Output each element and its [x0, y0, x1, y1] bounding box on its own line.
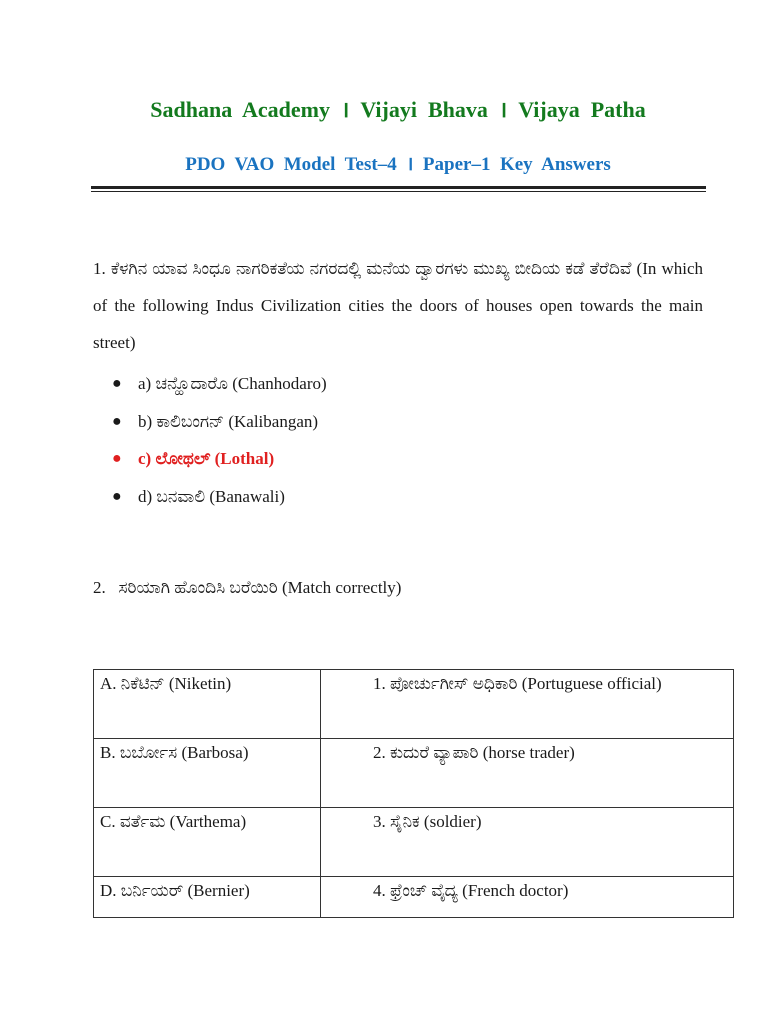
option-label: b) ಕಾಲಿಬಂಗನ್ (Kalibangan) — [138, 411, 319, 431]
option-d — [110, 483, 327, 521]
question-1-text: 1. ಕೆಳಗಿನ ಯಾವ ಸಿಂಧೂ ನಾಗರಿಕತೆಯ ನಗರದಲ್ಲಿ ಮನೆಯ ದ್ವಾರಗಳು ಮುಖ್ಯ ಬೀದಿಯ ಕಡೆ ತೆರೆದಿವೆ (In which of the following Indus Civilization cities the doors of houses open towards the main street) — [93, 259, 703, 352]
table-cell-left: D. ಬರ್ನಿಯರ್ (Bernier) — [94, 877, 321, 918]
table-cell-right: 3. ಸೈನಿಕ (soldier) — [321, 808, 734, 877]
table-row — [94, 670, 734, 739]
header-divider-thick — [91, 186, 706, 189]
bullet-icon: ● — [112, 375, 122, 392]
table-cell-left: B. ಬರ್ಬೋಸ (Barbosa) — [94, 739, 321, 808]
table-row — [94, 877, 734, 918]
question-2-text: 2. ಸರಿಯಾಗಿ ಹೊಂದಿಸಿ ಬರೆಯಿರಿ (Match correctly) — [93, 578, 402, 597]
option-label: d) ಬನವಾಲಿ (Banawali) — [138, 486, 285, 506]
document-subtitle: PDO VAO Model Test–4 । Paper–1 Key Answers — [185, 154, 611, 175]
table-cell-right: 2. ಕುದುರೆ ವ್ಯಾಪಾರಿ (horse trader) — [321, 739, 734, 808]
header-divider-thin — [91, 191, 706, 192]
table-cell-right: 1. ಪೋರ್ಚುಗೀಸ್ ಅಧಿಕಾರಿ (Portuguese official) — [321, 670, 734, 739]
table-row — [94, 739, 734, 808]
question-1-options — [110, 370, 327, 520]
bullet-icon: ● — [112, 412, 122, 430]
option-label: c) ಲೋಥಲ್ (Lothal) — [138, 449, 275, 468]
bullet-icon: ● — [112, 450, 122, 467]
table-cell-left: C. ವರ್ತೆಮ (Varthema) — [94, 808, 321, 877]
option-b — [110, 408, 327, 446]
bullet-icon: ● — [112, 487, 122, 505]
table-cell-left: A. ನಿಕೆಟಿನ್ (Niketin) — [94, 670, 321, 739]
document-title: Sadhana Academy । Vijayi Bhava । Vijaya Patha — [150, 97, 646, 122]
option-c-correct-answer — [110, 445, 327, 483]
match-table — [93, 669, 734, 918]
option-label: a) ಚನ್ಹೊದಾರೊ (Chanhodaro) — [138, 374, 327, 393]
option-a — [110, 370, 327, 408]
table-cell-right: 4. ಫ್ರೆಂಚ್ ವೈದ್ಯ (French doctor) — [321, 877, 734, 918]
table-row — [94, 808, 734, 877]
